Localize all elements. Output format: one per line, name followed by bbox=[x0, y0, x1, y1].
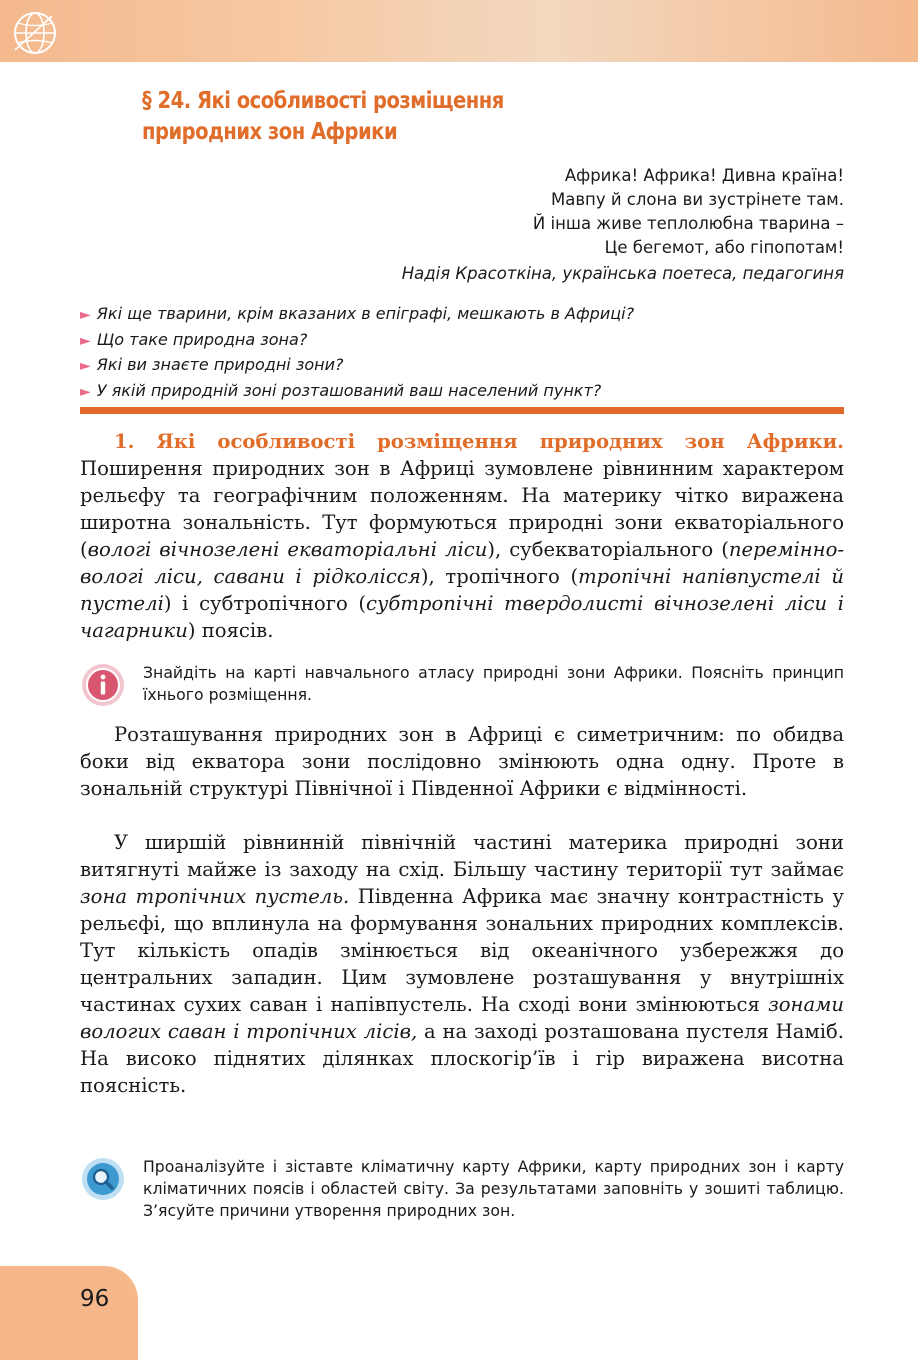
epigraph-line: Це бегемот, або гіпопотам! bbox=[604, 238, 844, 257]
question-item bbox=[80, 328, 634, 354]
question-item bbox=[80, 302, 634, 328]
page-number: 96 bbox=[80, 1286, 110, 1312]
question-text: Які ви знаєте природні зони? bbox=[96, 355, 344, 374]
text-run: ) і субтропічного ( bbox=[163, 592, 367, 615]
paragraph-3 bbox=[80, 829, 844, 1099]
text-run: ), субекваторіального ( bbox=[487, 538, 729, 561]
question-text: Що таке природна зона? bbox=[96, 329, 308, 349]
text-run: У ширшій рівнинній північній частині материка природні зони витягнуті майже із заходу на схід. Більшу частину території тут займає bbox=[80, 831, 844, 881]
term-italic: тропічні напівпустелі й пустелі bbox=[80, 565, 844, 615]
bullet-triangle-icon: ► bbox=[80, 358, 91, 374]
magnifier-icon bbox=[80, 1156, 126, 1202]
title-line-1: § 24. Які особливості розміщення bbox=[142, 88, 504, 114]
question-item bbox=[80, 379, 634, 405]
term-italic: зона тропічних пустель. bbox=[80, 885, 350, 908]
term-italic: перемінно-вологі ліси, савани і рідколісся bbox=[80, 538, 844, 588]
paragraph bbox=[80, 829, 844, 1099]
bullet-triangle-icon: ► bbox=[80, 307, 91, 323]
question-text: У якій природній зоні розташований ваш населений пункт? bbox=[96, 380, 602, 400]
text-run: а на заході розташована пустеля Наміб. На високо піднятих ділянках плоскогір’їв і гір виражена висотна поясність. bbox=[80, 1020, 844, 1097]
warmup-questions bbox=[80, 302, 634, 404]
text-run: ) поясів. bbox=[187, 619, 274, 642]
text-run: Поширення природних зон в Африці зумовлене рівнинним характером рельєфу та географічним положенням. На материку чітко виражена широтна зональність. Тут формуються природні зони екваторіального ( bbox=[80, 457, 844, 561]
epigraph-author: Надія Красоткіна, українська поетеса, педагогиня bbox=[401, 264, 844, 283]
section-heading: 1. Які особливості розміщення природних зон Африки. bbox=[114, 430, 844, 453]
task-text: Проаналізуйте і зіставте кліматичну карту Африки, карту природних зон і карту кліматичних поясів і областей світу. За результатами заповніть у зошиті таблицю. З’ясуйте причини утворення природних зон. bbox=[143, 1157, 844, 1220]
bullet-triangle-icon: ► bbox=[80, 383, 91, 400]
term-italic: субтропічні твердолисті вічнозелені ліси і чагарники bbox=[80, 592, 844, 642]
question-item bbox=[80, 353, 634, 379]
paragraph-2 bbox=[80, 721, 844, 802]
epigraph-line: Й інша живе теплолюбна тварина – bbox=[532, 214, 844, 233]
epigraph-line: Африка! Африка! Дивна країна! bbox=[564, 166, 844, 185]
title-line-2: природних зон Африки bbox=[142, 119, 398, 145]
term-italic: зонами вологих саван і тропічних лісів, bbox=[80, 993, 844, 1043]
section-divider bbox=[80, 407, 844, 414]
epigraph bbox=[402, 164, 844, 286]
text-run: Південна Африка має значну контрастність у рельєфі, що вплинула на формування зональних природних комплексів. Тут кількість опадів змінюється від океанічного узбережжя до центральних западин. Цим зумовлене розташування у внутрішніх частинах сухих саван і напівпустель. На сході вони змінюються bbox=[80, 885, 844, 1016]
question-text: Які ще тварини, крім вказаних в епіграфі, мешкають в Африці? bbox=[96, 304, 635, 323]
info-icon bbox=[80, 662, 126, 708]
header-band bbox=[0, 0, 918, 62]
paragraph: Розташування природних зон в Африці є симетричним: по обидва боки від екватора зони послідовно змінюють одна одну. Проте в зональній структурі Північної і Південної Африки є відмінності. bbox=[80, 723, 844, 800]
epigraph-line: Мавпу й слона ви зустрінете там. bbox=[550, 190, 844, 209]
term-italic: вологі вічнозелені екваторіальні ліси bbox=[87, 538, 488, 561]
page-number-tab bbox=[0, 1266, 138, 1360]
section-1-body bbox=[80, 428, 844, 644]
paragraph bbox=[80, 428, 844, 644]
task-text: Знайдіть на карті навчального атласу природні зони Африки. Поясніть принцип їхнього розміщення. bbox=[143, 663, 844, 704]
page-title bbox=[142, 86, 504, 148]
bullet-triangle-icon: ► bbox=[80, 332, 91, 349]
text-run: ), тропічного ( bbox=[420, 565, 579, 588]
globe-icon bbox=[12, 10, 58, 56]
